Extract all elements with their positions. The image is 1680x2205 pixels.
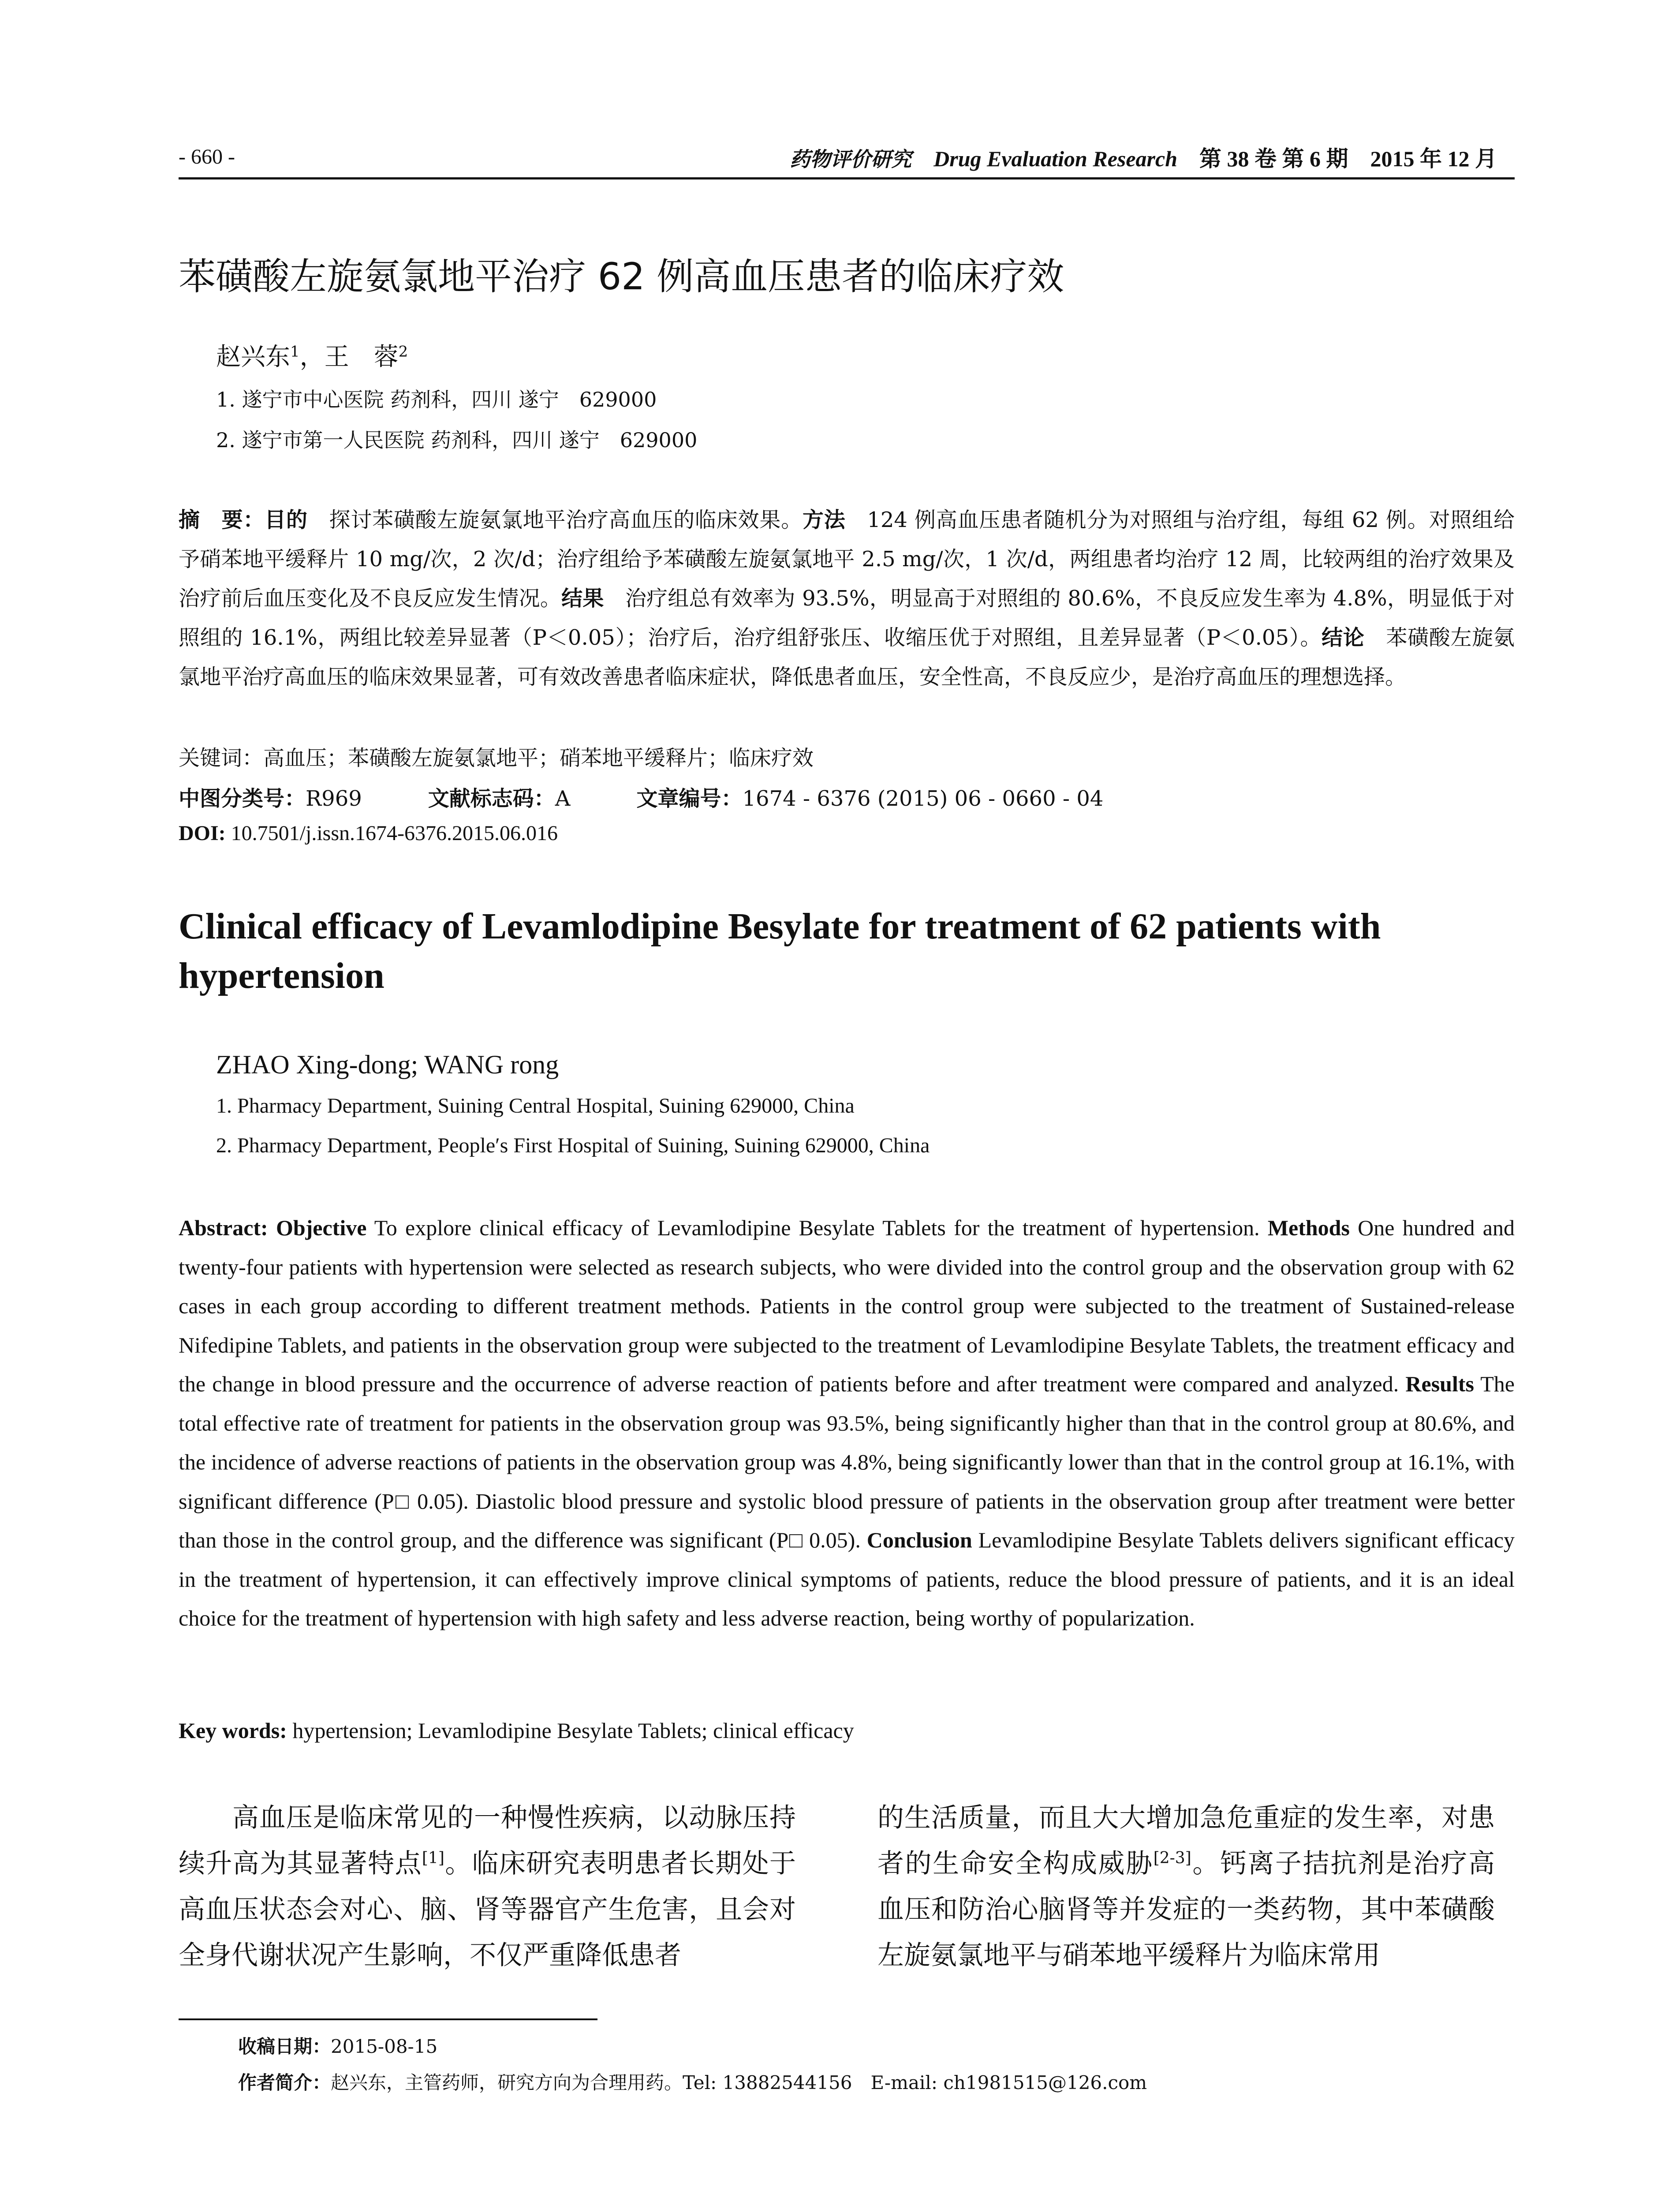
classification-row — [179, 781, 1103, 812]
title-en: Clinical efficacy of Levamlodipine Besylate for treatment of 62 patients with hypertension — [179, 906, 1381, 996]
keywords-cn-text: 高血压；苯磺酸左旋氨氯地平；硝苯地平缓释片；临床疗效 — [263, 746, 814, 770]
abstract-cn-label: 摘 要： — [179, 508, 265, 532]
methods-en: One hundred and twenty-four patients with hypertension were selected as research subjects, who were divided into the control group and the observation group with 62 cases in each group according to different treatment methods. Patients in the control group were subjected to the treatment of Sustained-release Nifedipine Tablets, and patients in the observation group were subjected to the treatment of Levamlodipine Besylate Tablets, the treatment efficacy and the change in blood pressure and the occurrence of adverse reaction of patients before and after treatment were compared and analyzed. — [179, 1215, 1515, 1396]
conclusion-en: Levamlodipine Besylate Tablets delivers significant efficacy in the treatment of hypertension, it can effectively improve clinical symptoms of patients, reduce the blood pressure of patients, and it is an ideal choice for the treatment of hypertension with high safety and less adverse reaction, being worthy of popularization. — [179, 1528, 1515, 1630]
citation-2-3[interactable]: [2-3] — [1153, 1849, 1191, 1867]
abstract-cn — [179, 501, 1515, 697]
abstract-en-label: Abstract: Objective — [179, 1215, 367, 1240]
journal-info — [790, 141, 1497, 173]
objective-en: To explore clinical efficacy of Levamlodipine Besylate Tablets for the treatment of hypertension. — [366, 1215, 1268, 1240]
keywords-cn — [179, 741, 814, 771]
authors-cn — [216, 337, 408, 373]
conclusion-cn: 苯磺酸左旋氨氯地平治疗高血压的临床效果显著，可有效改善患者临床症状，降低患者血压，安全性高，不良反应少，是治疗高血压的理想选择。 — [179, 625, 1515, 689]
issue-info: 第 38 卷 第 6 期 2015 年 12 月 — [1199, 146, 1497, 171]
author-bio: 赵兴东，主管药师，研究方向为合理用药。Tel: 13882544156 E-mail: ch1981515@126.com — [331, 2072, 1147, 2093]
journal-name-en: Drug Evaluation Research — [933, 146, 1177, 171]
title-cn: 苯磺酸左旋氨氯地平治疗 62 例高血压患者的临床疗效 — [179, 255, 1064, 298]
keywords-en-text: hypertension; Levamlodipine Besylate Tablets; clinical efficacy — [287, 1718, 854, 1743]
conclusion-en-label: Conclusion — [866, 1528, 972, 1552]
received-label: 收稿日期： — [238, 2036, 331, 2057]
objective-cn-label: 目的 — [265, 508, 308, 532]
clc-label: 中图分类号： — [179, 786, 306, 811]
objective-cn: 探讨苯磺酸左旋氨氯地平治疗高血压的临床效果。 — [307, 508, 803, 532]
affiliation-en-2: 2. Pharmacy Department, People′s First Hospital of Suining, Suining 629000, China — [216, 1134, 930, 1157]
citation-1[interactable]: [1] — [422, 1849, 444, 1867]
journal-logo-cn: 药物评价研究 — [790, 147, 912, 171]
methods-cn: 124 例高血压患者随机分为对照组与治疗组，每组 62 例。对照组给予硝苯地平缓释片 10 mg/次，2 次/d；治疗组给予苯磺酸左旋氨氯地平 2.5 mg/次，1 次/d，两组患者均治疗 12 周，比较两组的治疗效果及治疗前后血压变化及不良反应发生情况。 — [179, 508, 1515, 611]
body-left-text-1: 高血压是临床常见的一种慢性疾病，以动脉压持续升高为其显著特点 — [179, 1802, 796, 1879]
results-cn: 治疗组总有效率为 93.5%，明显高于对照组的 80.6%，不良反应发生率为 4.8%，明显低于对照组的 16.1%，两组比较差异显著（P＜0.05）；治疗后，治疗组舒张压、收缩压优于对照组，且差异显著（P＜0.05）。 — [179, 586, 1515, 650]
methods-cn-label: 方法 — [802, 508, 846, 532]
keywords-en — [179, 1718, 854, 1743]
received-date: 2015-08-15 — [331, 2036, 438, 2057]
affiliation-en-1: 1. Pharmacy Department, Suining Central Hospital, Suining 629000, China — [216, 1094, 855, 1117]
author-2-sup: 2 — [398, 343, 408, 361]
abstract-en — [179, 1208, 1515, 1638]
article-no-value: 1674 - 6376 (2015) 06 - 0660 - 04 — [742, 786, 1104, 811]
doi-label: DOI: — [179, 822, 226, 845]
body-left-text-2: 。临床研究表明患者长期处于高血压状态会对心、脑、肾等器官产生危害，且会对全身代谢状况产生影响，不仅严重降低患者 — [179, 1848, 796, 1971]
results-cn-label: 结果 — [561, 586, 604, 611]
author-1-cn: 赵兴东 — [216, 343, 290, 371]
keywords-en-label: Key words: — [179, 1718, 287, 1743]
body-column-left — [179, 1795, 796, 1978]
author-bio-label: 作者简介： — [238, 2072, 331, 2093]
affiliation-cn-2: 2. 遂宁市第一人民医院 药剂科，四川 遂宁 629000 — [216, 428, 698, 452]
keywords-cn-label: 关键词： — [179, 746, 264, 770]
affiliation-cn-1: 1. 遂宁市中心医院 药剂科，四川 遂宁 629000 — [216, 388, 657, 411]
body-column-right — [877, 1795, 1495, 1978]
body-right-text-1: 的生活质量，而且大大增加急危重症的发生率，对患者的生命安全构成威胁 — [877, 1802, 1495, 1879]
footnote-received — [238, 2032, 437, 2059]
page-number: - 660 - — [179, 145, 235, 168]
author-1-sup: 1 — [290, 343, 300, 361]
conclusion-cn-label: 结论 — [1322, 625, 1365, 650]
body-right-text-2: 。钙离子拮抗剂是治疗高血压和防治心脑肾等并发症的一类药物，其中苯磺酸左旋氨氯地平与硝苯地平缓释片为临床常用 — [877, 1848, 1495, 1971]
author-sep: ， — [299, 343, 325, 371]
author-2-cn: 王 蓉 — [324, 343, 399, 371]
article-no-label: 文章编号： — [636, 786, 743, 811]
running-header — [179, 141, 1515, 176]
footnote-rule — [179, 2018, 597, 2020]
methods-en-label: Methods — [1267, 1215, 1350, 1240]
footnote-author — [238, 2068, 1147, 2095]
doc-code-value: A — [555, 786, 571, 811]
results-en-label: Results — [1405, 1372, 1474, 1396]
doi — [179, 821, 558, 845]
results-en: The total effective rate of treatment for patients in the observation group was 93.5%, being significantly higher than that in the control group at 80.6%, and the incidence of adverse reactions of patients in the observation group was 4.8%, being significantly lower than that in the control group at 16.1%, with significant difference (P□ 0.05). Diastolic blood pressure and systolic blood pressure of patients in the observation group after treatment were better than those in the control group, and the difference was significant (P□ 0.05). — [179, 1372, 1515, 1552]
doi-value[interactable]: 10.7501/j.issn.1674-6376.2015.06.016 — [225, 822, 558, 845]
clc-value: R969 — [306, 786, 362, 811]
doc-code-label: 文献标志码： — [428, 786, 555, 811]
header-rule — [179, 177, 1515, 179]
authors-en: ZHAO Xing-dong; WANG rong — [216, 1050, 559, 1079]
